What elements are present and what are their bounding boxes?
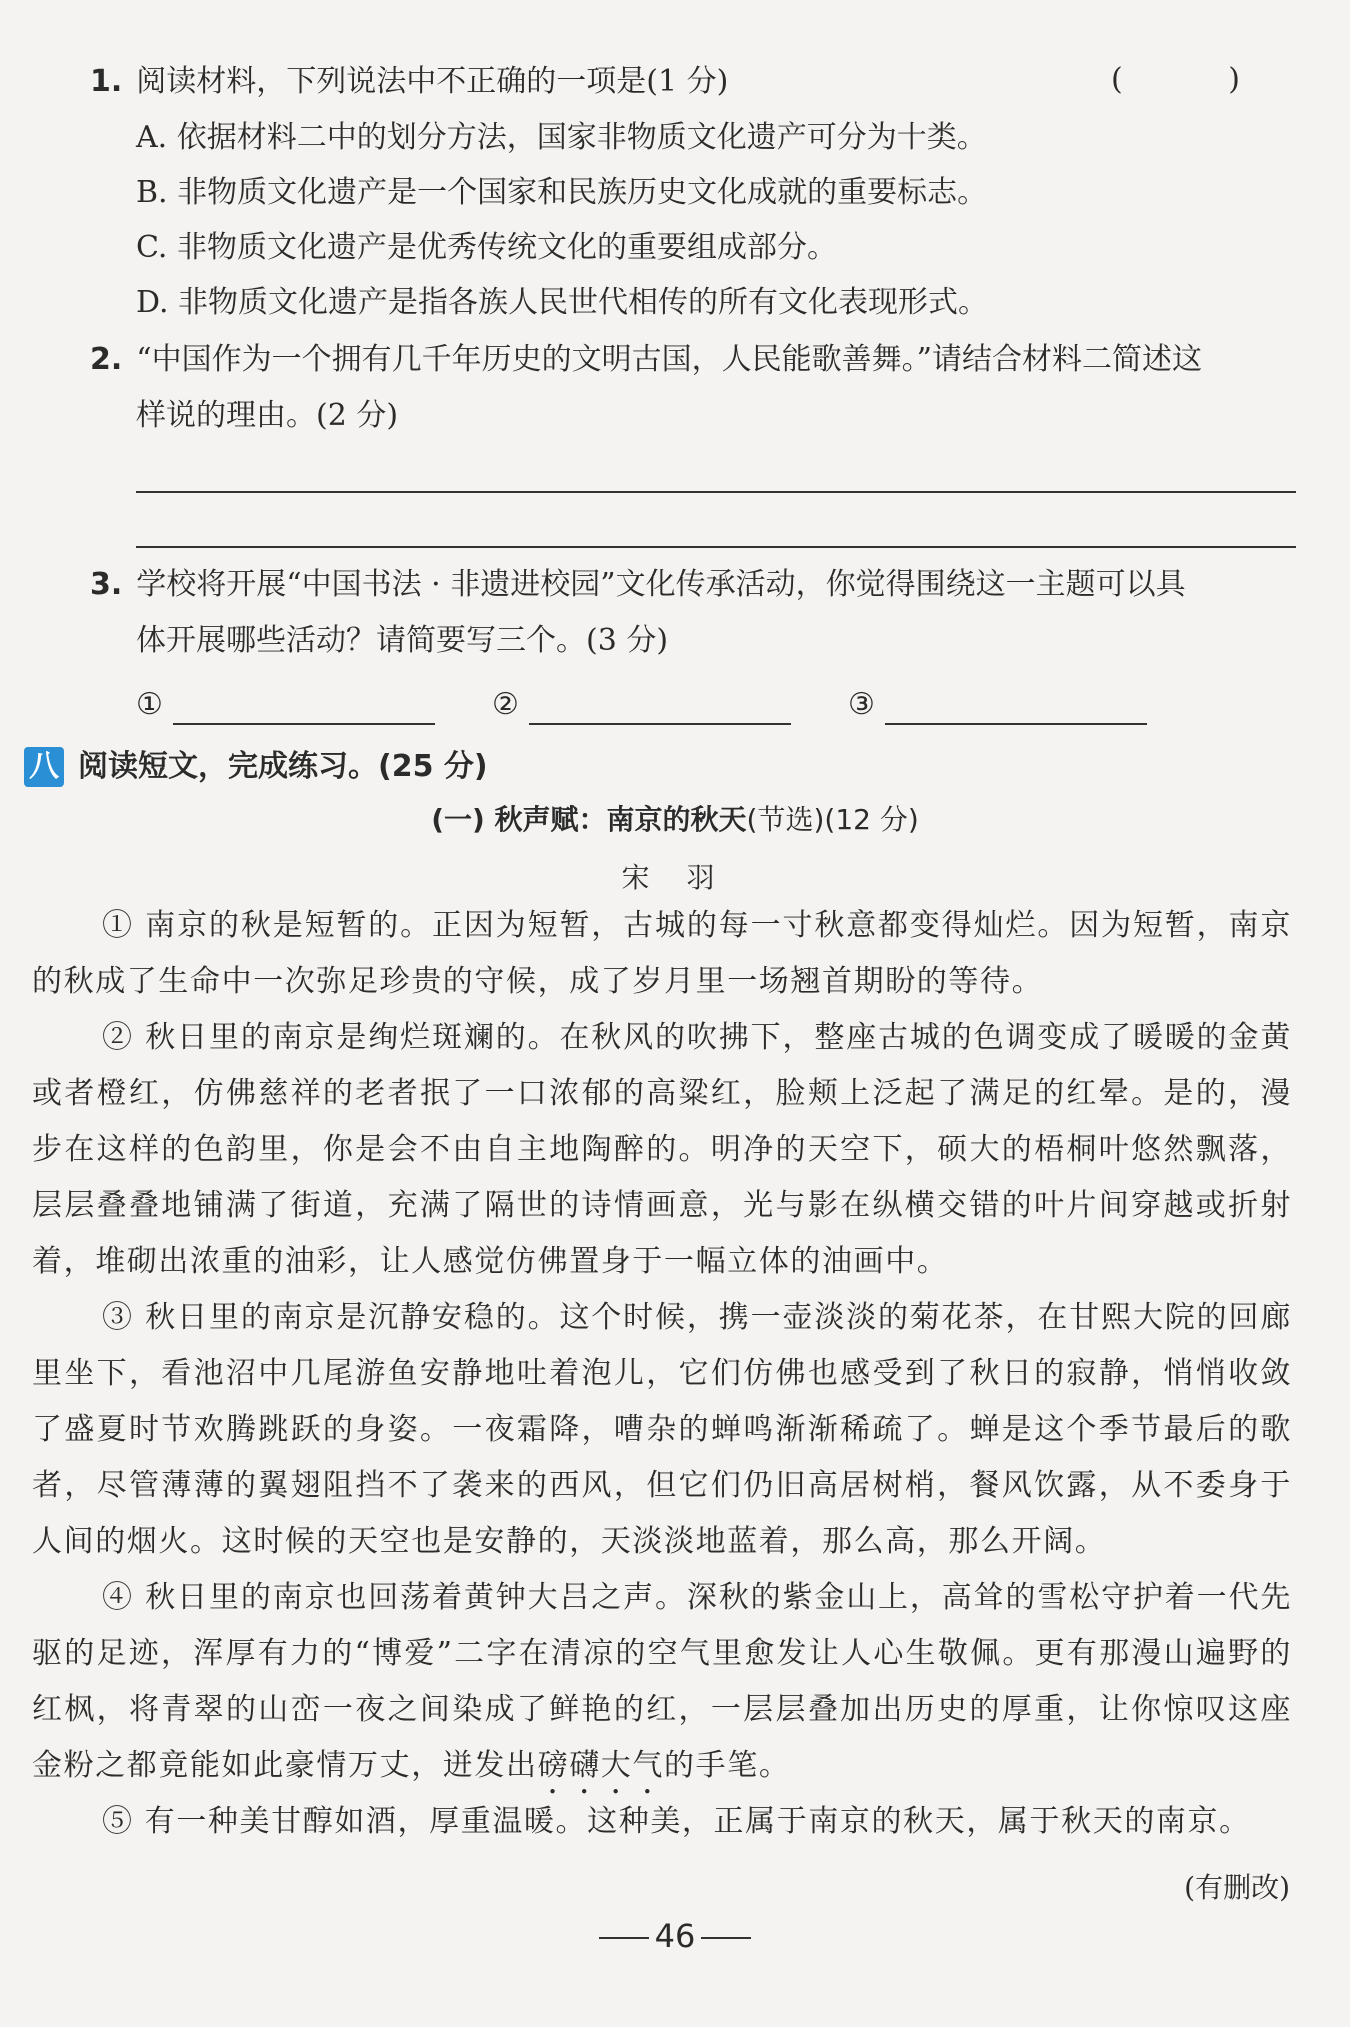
passage-author: 宋 羽 [621,861,729,894]
answer-blank[interactable] [173,689,435,725]
question-number: 3. [90,567,123,602]
paragraph-4 [32,1570,1292,1801]
page-number [0,1916,1350,1956]
option-d: D. 非物质文化遗产是指各族人民世代相传的所有文化表现形式。 [136,285,989,320]
blank-2 [492,685,791,725]
option-c: C. 非物质文化遗产是优秀传统文化的重要组成部分。 [136,230,837,265]
section-title: 阅读短文，完成练习。(25 分) [78,749,488,784]
paragraph-2: ② 秋日里的南京是绚烂斑斓的。在秋风的吹拂下，整座古城的色调变成了暖暖的金黄或者橙红，仿佛慈祥的老者抿了一口浓郁的高粱红，脸颊上泛起了满足的红晕。是的，漫步在这样的色韵里，你是会不由自主地陶醉的。明净的天空下，硕大的梧桐叶悠然飘落，层层叠叠地铺满了街道，充满了隔世的诗情画意，光与影在纵横交错的叶片间穿越或折射着，堆砌出浓重的油彩，让人感觉仿佛置身于一幅立体的油画中。 [32,1020,1292,1279]
question-3-continued: 体开展哪些活动？请简要写三个。(3 分) [136,623,669,658]
answer-line[interactable] [136,491,1296,493]
answer-bracket: ( ) [1111,62,1288,97]
page-number-text: 46 [654,1917,696,1955]
blank-marker: ② [492,687,519,722]
dash-left [599,1937,649,1939]
paragraph-5: ⑤ 有一种美甘醇如酒，厚重温暖。这种美，正属于南京的秋天，属于秋天的南京。 [102,1804,1251,1839]
question-1 [90,62,1290,102]
option-b: B. 非物质文化遗产是一个国家和民族历史文化成就的重要标志。 [136,175,988,210]
option-a: A. 依据材料二中的划分方法，国家非物质文化遗产可分为十类。 [136,120,987,155]
question-2-continued: 样说的理由。(2 分) [136,398,399,433]
answer-blank[interactable] [885,689,1147,725]
answer-line[interactable] [136,546,1296,548]
question-text: 阅读材料，下列说法中不正确的一项是(1 分) [136,64,729,99]
question-number: 2. [90,342,123,377]
answer-blank[interactable] [529,689,791,725]
question-number: 1. [90,64,123,99]
passage-title-note: (节选)(12 分) [746,803,919,836]
section-badge: 八 [24,747,64,787]
question-text: “中国作为一个拥有几千年历史的文明古国，人民能歌善舞。”请结合材料二简述这 [136,342,1202,377]
source-note: (有删改) [1184,1871,1290,1904]
blank-1 [136,685,435,725]
paragraph-4-end: 的手笔。 [664,1748,791,1783]
blank-marker: ① [136,687,163,722]
emphasized-phrase: 磅礴大气 [537,1748,665,1783]
question-2 [90,340,1290,380]
dash-right [701,1937,751,1939]
passage-title [0,800,1350,840]
question-3 [90,565,1290,605]
paragraph-4-text: ④ 秋日里的南京也回荡着黄钟大吕之声。深秋的紫金山上，高耸的雪松守护着一代先驱的足迹，浑厚有力的“博爱”二字在清凉的空气里愈发让人心生敬佩。更有那漫山遍野的红枫，将青翠的山峦一夜之间染成了鲜艳的红，一层层叠加出历史的厚重，让你惊叹这座金粉之都竟能如此豪情万丈，迸发出 [32,1580,1292,1783]
passage-title-main: (一) 秋声赋：南京的秋天 [431,803,747,836]
blank-3 [848,685,1147,725]
question-text: 学校将开展“中国书法 · 非遗进校园”文化传承活动，你觉得围绕这一主题可以具 [136,567,1186,602]
paragraph-3: ③ 秋日里的南京是沉静安稳的。这个时候，携一壶淡淡的菊花茶，在甘熙大院的回廊里坐下，看池沼中几尾游鱼安静地吐着泡儿，它们仿佛也感受到了秋日的寂静，悄悄收敛了盛夏时节欢腾跳跃的身姿。一夜霜降，嘈杂的蝉鸣渐渐稀疏了。蝉是这个季节最后的歌者，尽管薄薄的翼翅阻挡不了袭来的西风，但它们仍旧高居树梢，餐风饮露，从不委身于人间的烟火。这时候的天空也是安静的，天淡淡地蓝着，那么高，那么开阔。 [32,1300,1292,1559]
paragraph-1: ① 南京的秋是短暂的。正因为短暂，古城的每一寸秋意都变得灿烂。因为短暂，南京的秋成了生命中一次弥足珍贵的守候，成了岁月里一场翘首期盼的等待。 [32,908,1292,999]
blank-marker: ③ [848,687,875,722]
section-header [24,745,488,789]
